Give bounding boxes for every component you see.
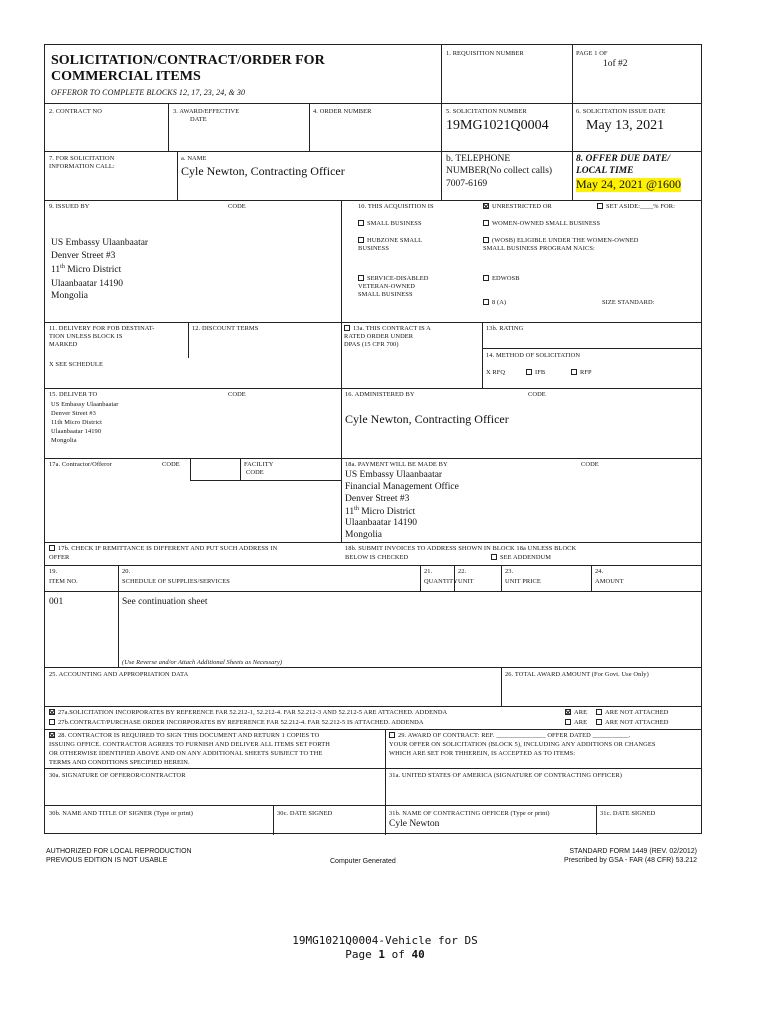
unit-price-header: UNIT PRICE bbox=[505, 578, 541, 585]
facility-label: FACILITY bbox=[244, 461, 274, 468]
see-addendum-checkbox[interactable]: SEE ADDENDUM bbox=[491, 554, 551, 561]
deliver-to-line5: Mongolia bbox=[51, 437, 77, 444]
amount-header: AMOUNT bbox=[595, 578, 624, 585]
form-title-line2: COMMERCIAL ITEMS bbox=[51, 69, 201, 84]
unit-price-num: 23. bbox=[505, 568, 514, 575]
payment-line3: Denver Street #3 bbox=[345, 494, 410, 504]
issue-date: May 13, 2021 bbox=[586, 118, 665, 133]
page-label: PAGE 1 OF bbox=[576, 50, 608, 57]
form-title: SOLICITATION/CONTRACT/ORDER FOR bbox=[51, 53, 325, 68]
block-28-checkbox[interactable]: 28. CONTRACTOR IS REQUIRED TO SIGN THIS DOCUMENT AND RETURN 1 COPIES TO bbox=[49, 732, 319, 739]
facility-code-label: CODE bbox=[246, 469, 264, 476]
sdvosb-label2: VETERAN-OWNED bbox=[358, 283, 416, 290]
issued-by-line4: Ulaanbaatar 14190 bbox=[51, 279, 124, 289]
item-no-header: ITEM NO. bbox=[49, 578, 78, 585]
invoice-label2: BELOW IS CHECKED bbox=[345, 554, 409, 561]
order-number-label: 4. ORDER NUMBER bbox=[313, 108, 372, 115]
contract-no-label: 2. CONTRACT NO bbox=[49, 108, 102, 115]
issued-by-line3: 11th Micro District bbox=[51, 264, 122, 276]
deliver-to-line1: US Embassy Ulaanbaatar bbox=[51, 401, 119, 408]
supplies-num: 20. bbox=[122, 568, 131, 575]
solicitation-number-label: 5. SOLICITATION NUMBER bbox=[446, 108, 527, 115]
payment-line5: Ulaanbaatar 14190 bbox=[345, 518, 418, 528]
footer-right-line2: Prescribed by GSA - FAR (48 CFR) 53.212 bbox=[563, 856, 697, 864]
block-28-line2: ISSUING OFFICE. CONTRACTOR AGREES TO FURNISH AND DELIVER ALL ITEMS SET FORTH bbox=[49, 741, 330, 748]
rated-order-checkbox[interactable]: 13a. THIS CONTRACT IS A bbox=[344, 325, 431, 332]
footer-right bbox=[530, 848, 697, 866]
contracting-officer-name: Cyle Newton bbox=[389, 819, 440, 829]
invoice-label: 18b. SUBMIT INVOICES TO ADDRESS SHOWN IN BLOCK 18a UNLESS BLOCK bbox=[345, 545, 577, 552]
page-number: Page 1 of 40 bbox=[345, 948, 425, 961]
footer-left-line2: PREVIOUS EDITION IS NOT USABLE bbox=[46, 856, 168, 864]
block-28-line3: OR OTHERWISE IDENTIFIED ABOVE AND ON ANY ADDITIONAL SHEETS SUBJECT TO THE bbox=[49, 750, 323, 757]
sdvosb-checkbox[interactable]: SERVICE-DISABLED bbox=[358, 275, 428, 282]
remittance-checkbox[interactable]: 17b. CHECK IF REMITTANCE IS DIFFERENT AND PUT SUCH ADDRESS IN bbox=[49, 545, 277, 552]
contractor-label: 17a. Contractor/Offeror bbox=[49, 461, 112, 468]
wosb-eligible-checkbox[interactable]: (WOSB) ELIGIBLE UNDER THE WOMEN-OWNED bbox=[483, 237, 639, 244]
rfq-option[interactable]: X RFQ bbox=[486, 369, 506, 376]
block-28-line4: TERMS AND CONDITIONS SPECIFIED HEREIN. bbox=[49, 759, 190, 766]
delivery-fob-label2: TION UNLESS BLOCK IS bbox=[49, 333, 123, 340]
issued-by-code-label: CODE bbox=[228, 203, 246, 210]
footer-left bbox=[46, 848, 192, 866]
date-signed-label: 30c. DATE SIGNED bbox=[277, 810, 333, 817]
total-award-label: 26. TOTAL AWARD AMOUNT (For Govt. Use Only) bbox=[505, 671, 649, 678]
block-29-checkbox[interactable]: 29. AWARD OF CONTRACT: REF. _______________ OFFER DATED ___________. bbox=[389, 732, 631, 739]
rated-order-label3: DPAS (15 CFR 700) bbox=[344, 341, 399, 348]
27b-are-checkbox[interactable]: ARE bbox=[565, 719, 587, 726]
award-date-label: 3. AWARD/EFFECTIVE bbox=[173, 108, 240, 115]
item-number: 001 bbox=[49, 597, 64, 607]
administered-code-label: CODE bbox=[528, 391, 546, 398]
deliver-to-line4: Ulaanbaatar 14190 bbox=[51, 428, 102, 435]
edwosb-checkbox[interactable]: EDWOSB bbox=[483, 275, 520, 282]
administered-by-label: 16. ADMINISTERED BY bbox=[345, 391, 415, 398]
telephone-label2: NUMBER(No collect calls) bbox=[446, 166, 553, 176]
hubzone-label2: BUSINESS bbox=[358, 245, 389, 252]
block-29-line2: YOUR OFFER ON SOLICITATION (BLOCK 5), INCLUDING ANY ADDITIONS OR CHANGES bbox=[389, 741, 656, 748]
info-call-label2: INFORMATION CALL: bbox=[49, 163, 115, 170]
clause-27a-checkbox[interactable]: 27a.SOLICITATION INCORPORATES BY REFERENCE FAR 52.212-1, 52.212-4. FAR 52.212-3 AND 52.212-5 ARE ATTACHED. ADDENDA bbox=[49, 709, 447, 716]
deliver-to-label: 15. DELIVER TO bbox=[49, 391, 98, 398]
footer-right-line1: STANDARD FORM 1449 (REV. 02/2012) bbox=[569, 848, 697, 855]
footer-left-line1: AUTHORIZED FOR LOCAL REPRODUCTION bbox=[46, 848, 192, 855]
27a-are-not-checkbox[interactable]: ARE NOT ATTACHED bbox=[596, 709, 668, 716]
discount-terms-label: 12. DISCOUNT TERMS bbox=[192, 325, 259, 332]
issued-by-line5: Mongolia bbox=[51, 291, 88, 301]
item-no-num: 19. bbox=[49, 568, 58, 575]
set-aside-checkbox[interactable]: SET ASIDE:____% FOR: bbox=[597, 203, 675, 210]
form-subtitle: OFFEROR TO COMPLETE BLOCKS 12, 17, 23, 24, & 30 bbox=[51, 88, 246, 97]
award-date-label2: DATE bbox=[190, 116, 207, 123]
small-business-checkbox[interactable]: SMALL BUSINESS bbox=[358, 220, 422, 227]
offer-due-value: May 24, 2021 @1600 bbox=[576, 177, 682, 191]
sdvosb-label3: SMALL BUSINESS bbox=[358, 291, 413, 298]
delivery-fob-label3: MARKED bbox=[49, 341, 78, 348]
name-label: a. NAME bbox=[181, 155, 207, 162]
payment-line1: US Embassy Ulaanbaatar bbox=[345, 470, 443, 480]
document-name: 19MG1021Q0004-Vehicle for DS bbox=[292, 934, 478, 947]
telephone-label: b. TELEPHONE bbox=[446, 154, 511, 164]
footer-center: Computer Generated bbox=[330, 858, 396, 865]
unit-num: 22. bbox=[458, 568, 467, 575]
issue-date-label: 6. SOLICITATION ISSUE DATE bbox=[576, 108, 666, 115]
ifb-checkbox[interactable]: IFB bbox=[526, 369, 545, 376]
accounting-label: 25. ACCOUNTING AND APPROPRIATION DATA bbox=[49, 671, 189, 678]
eight-a-checkbox[interactable]: 8 (A) bbox=[483, 299, 506, 306]
name-signer-label: 30b. NAME AND TITLE OF SIGNER (Type or print) bbox=[49, 810, 193, 817]
acquisition-label: 10. THIS ACQUISITION IS bbox=[358, 203, 434, 210]
rfp-checkbox[interactable]: RFP bbox=[571, 369, 592, 376]
delivery-fob-label: 11. DELIVERY FOR FOB DESTINAT- bbox=[49, 325, 155, 332]
issued-by-line1: US Embassy Ulaanbaatar bbox=[51, 238, 149, 248]
offer-due-label2: LOCAL TIME bbox=[576, 166, 634, 176]
block-29-line3: WHICH ARE SET FOR THHEREIN, IS ACCEPTED AS TO ITEMS: bbox=[389, 750, 576, 757]
administered-by: Cyle Newton, Contracting Officer bbox=[345, 412, 509, 426]
name-co-label: 31b. NAME OF CONTRACTING OFFICER (Type or print) bbox=[389, 810, 550, 817]
payment-line6: Mongolia bbox=[345, 530, 382, 540]
payment-line2: Financial Management Office bbox=[345, 482, 459, 492]
unit-header: UNIT bbox=[458, 578, 474, 585]
amount-num: 24. bbox=[595, 568, 604, 575]
hubzone-checkbox[interactable]: HUBZONE SMALL bbox=[358, 237, 422, 244]
requisition-number-label: 1. REQUISITION NUMBER bbox=[446, 50, 524, 57]
date-signed-co-label: 31c. DATE SIGNED bbox=[600, 810, 656, 817]
signature-us-label: 31a. UNITED STATES OF AMERICA (SIGNATURE OF CONTRACTING OFFICER) bbox=[389, 772, 622, 779]
offer-due-label: 8. OFFER DUE DATE/ bbox=[576, 154, 670, 164]
remittance-label2: OFFER bbox=[49, 554, 70, 561]
rated-order-label2: RATED ORDER UNDER bbox=[344, 333, 414, 340]
deliver-to-code-label: CODE bbox=[228, 391, 246, 398]
telephone-number: 7007-6169 bbox=[446, 179, 488, 189]
item-description: See continuation sheet bbox=[122, 597, 208, 607]
signature-offeror-label: 30a. SIGNATURE OF OFFEROR/CONTRACTOR bbox=[49, 772, 186, 779]
clause-27b-checkbox[interactable]: 27b.CONTRACT/PURCHASE ORDER INCORPORATES BY REFERENCE FAR 52.212-4. FAR 52.212-5 IS ATTACHED. ADDENDA bbox=[49, 719, 424, 726]
payment-line4: 11th Micro District bbox=[345, 506, 416, 518]
method-label: 14. METHOD OF SOLICITATION bbox=[486, 352, 581, 359]
wosb-checkbox[interactable]: WOMEN-OWNED SMALL BUSINESS bbox=[483, 220, 600, 227]
issued-by-label: 9. ISSUED BY bbox=[49, 203, 90, 210]
see-schedule: X SEE SCHEDULE bbox=[49, 361, 103, 368]
page-value: 1of #2 bbox=[603, 59, 628, 69]
rating-label: 13b. RATING bbox=[486, 325, 524, 332]
27a-are-checkbox[interactable]: ARE bbox=[565, 709, 587, 716]
solicitation-number: 19MG1021Q0004 bbox=[446, 118, 549, 133]
size-standard-label: SIZE STANDARD: bbox=[602, 299, 655, 306]
payment-code-label: CODE bbox=[581, 461, 599, 468]
contractor-code-label: CODE bbox=[162, 461, 180, 468]
unrestricted-checkbox[interactable]: UNRESTRICTED OR bbox=[483, 203, 552, 210]
quantity-header: QUANTITY bbox=[424, 578, 458, 585]
deliver-to-line3: 11th Micro District bbox=[51, 419, 103, 426]
27b-are-not-checkbox[interactable]: ARE NOT ATTACHED bbox=[596, 719, 668, 726]
issued-by-line2: Denver Street #3 bbox=[51, 251, 116, 261]
supplies-header: SCHEDULE OF SUPPLIES/SERVICES bbox=[122, 578, 230, 585]
deliver-to-line2: Denver Street #3 bbox=[51, 410, 96, 417]
schedule-note: (Use Reverse and/or Attach Additional Sheets as Necessary) bbox=[122, 659, 283, 666]
sf1449-form bbox=[44, 44, 702, 834]
info-call-label: 7. FOR SOLICITATION bbox=[49, 155, 115, 162]
payment-label: 18a. PAYMENT WILL BE MADE BY bbox=[345, 461, 448, 468]
contact-name: Cyle Newton, Contracting Officer bbox=[181, 164, 345, 178]
quantity-num: 21. bbox=[424, 568, 433, 575]
wosb-eligible-label2: SMALL BUSINESS PROGRAM NAICS: bbox=[483, 245, 595, 252]
